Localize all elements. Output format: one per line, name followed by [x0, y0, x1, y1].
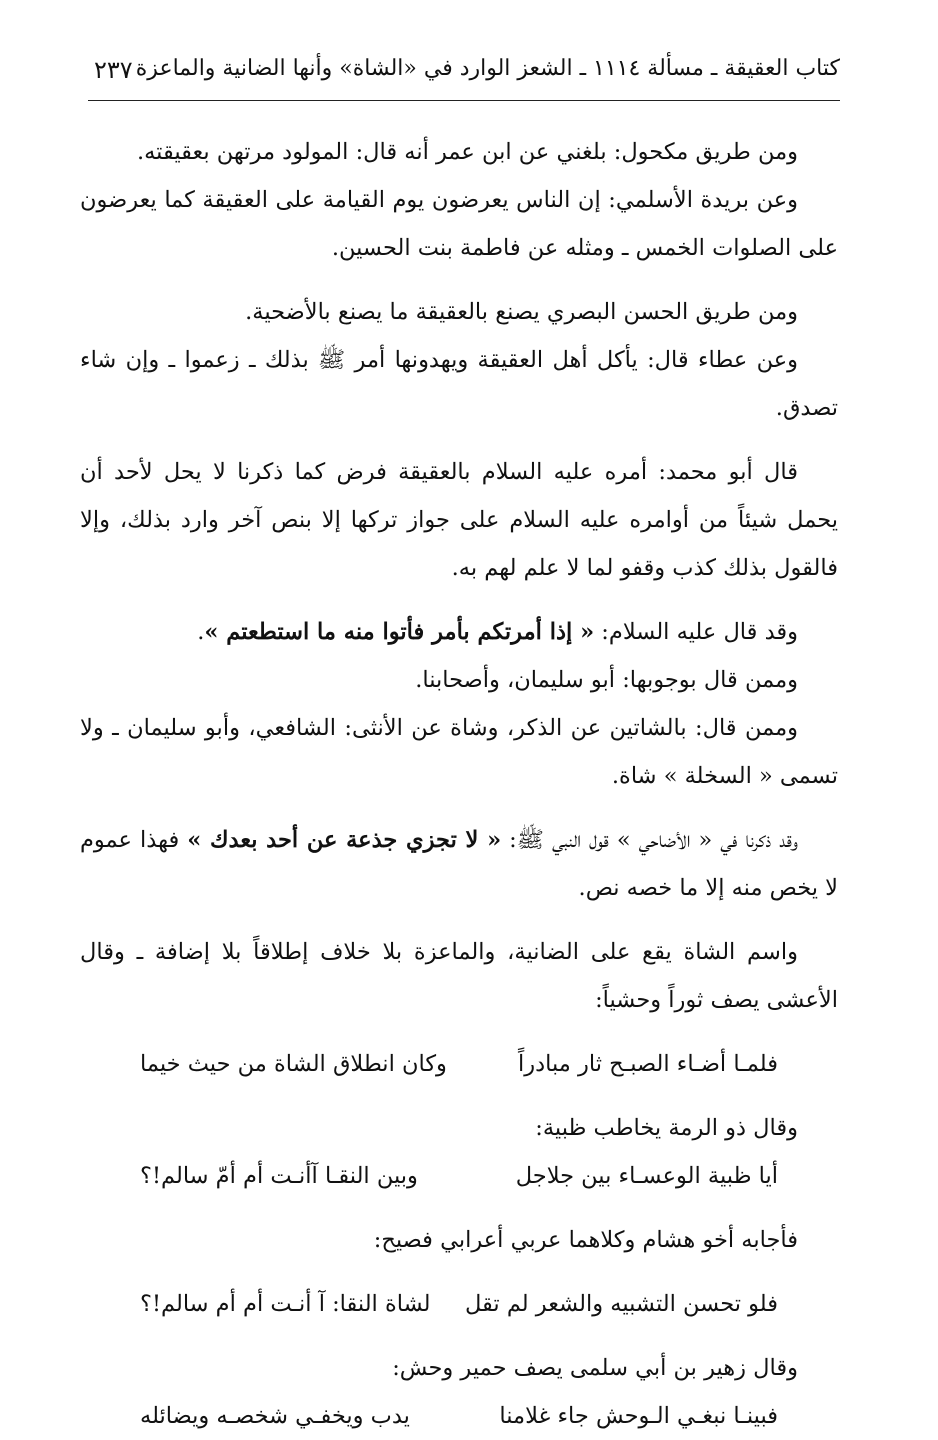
paragraph-reply: فأجابه أخو هشام وكلاهما عربي أعرابي فصيح: — [373, 1227, 798, 1253]
hadith-quote: « إذا أمرتكم بأمر فأتوا منه ما استطعتم » — [204, 619, 595, 645]
verse-reply-second: لشاة النقا: آ أنـت أم أم سالم!؟ — [140, 1291, 431, 1317]
page-number: ٢٣٧ — [94, 56, 133, 84]
verse-zuhayr — [80, 1392, 838, 1440]
page-body — [80, 128, 838, 1440]
adahi-end: فهذا عموم لا يخص منه إلا ما خصه نص. — [80, 827, 838, 901]
adahi-intro: وقد ذكرنا في « الأضاحي » قول النبي ﷺ: — [501, 827, 798, 853]
paragraph-abu-muhammad: قال أبو محمد: أمره عليه السلام بالعقيقة فرض كما ذكرنا لا يحل لأحد أن يحمل شيئاً من أوامره عليه السلام على جواز تركها إلا بنص آخر وارد بذلك، وإلا فالقول بذلك كذب وقفو لما لا علم لهم به. — [80, 459, 838, 581]
paragraph-adahi — [80, 816, 838, 912]
header-title: كتاب العقيقة ـ مسألة ١١١٤ ـ الشعز الوارد في «الشاة» وأنها الضانية والماعزة — [135, 56, 840, 81]
paragraph-obligation: وممن قال بوجوبها: أبو سليمان، وأصحابنا. — [415, 667, 798, 693]
paragraph-buraydah: وعن بريدة الأسلمي: إن الناس يعرضون يوم القيامة على العقيقة كما يعرضون على الصلوات الخمس ـ ومثله عن فاطمة بنت الحسين. — [80, 187, 838, 261]
verse-asha-second: وكان انطلاق الشاة من حيث خيما — [140, 1051, 447, 1077]
paragraph-dhu-rumma: وقال ذو الرمة يخاطب ظبية: — [535, 1115, 798, 1141]
hadith-intro: وقد قال عليه السلام: — [594, 619, 798, 645]
verse-zuhayr-first: فبينـا نبغـي الـوحش جاء غلامنا — [499, 1403, 778, 1429]
paragraph-shah-name: واسم الشاة يقع على الضانية، والماعزة بلا خلاف إطلاقاً بلا إضافة ـ وقال الأعشى يصف ثوراً وحشياً: — [80, 939, 838, 1013]
verse-dhu-rumma — [80, 1152, 838, 1200]
paragraph-zuhayr: وقال زهير بن أبي سلمى يصف حمير وحش: — [392, 1355, 798, 1381]
verse-dhu-rumma-second: وبين النقـا آأنـت أم أمّ سالم!؟ — [140, 1163, 418, 1189]
paragraph-hadith-command — [80, 608, 838, 656]
paragraph-two-sheep: وممن قال: بالشاتين عن الذكر، وشاة عن الأنثى: الشافعي، وأبو سليمان ـ ولا تسمى « السخلة » شاة. — [80, 715, 838, 789]
verse-asha-first: فلمـا أضـاء الصبـح ثار مبادراً — [518, 1051, 778, 1077]
verse-reply-first: فلو تحسن التشبيه والشعر لم تقل — [464, 1291, 778, 1317]
adahi-quote: « لا تجزي جذعة عن أحد بعدك » — [187, 827, 502, 853]
paragraph-makhul: ومن طريق مكحول: بلغني عن ابن عمر أنه قال: المولود مرتهن بعقيقته. — [136, 139, 798, 165]
verse-asha — [80, 1040, 838, 1088]
verse-dhu-rumma-first: أيا ظبية الوعسـاء بين جلاجل — [515, 1163, 778, 1189]
verse-zuhayr-second: يدب ويخفـي شخصـه ويضائله — [140, 1403, 410, 1429]
hadith-end: . — [197, 619, 205, 645]
header-divider — [88, 100, 840, 101]
running-header — [88, 52, 840, 98]
paragraph-ata: وعن عطاء قال: يأكل أهل العقيقة ويهدونها أمر ﷺ بذلك ـ زعموا ـ وإن شاء تصدق. — [80, 347, 838, 421]
verse-reply — [80, 1280, 838, 1328]
paragraph-hasan-basri: ومن طريق الحسن البصري يصنع بالعقيقة ما يصنع بالأضحية. — [245, 299, 798, 325]
